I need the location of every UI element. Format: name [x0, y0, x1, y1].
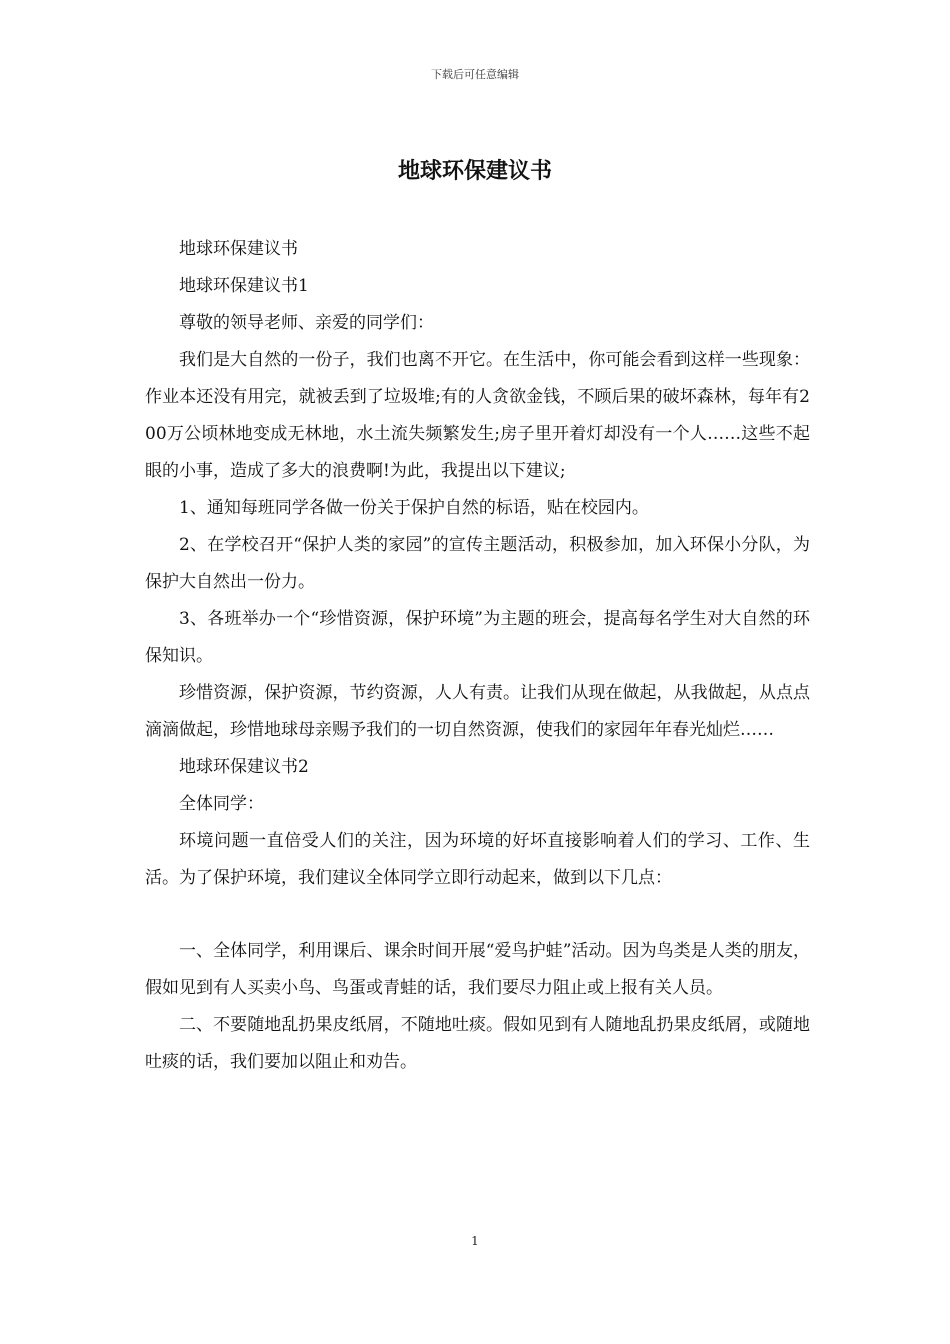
paragraph: 珍惜资源，保护资源，节约资源，人人有责。让我们从现在做起，从我做起，从点点滴滴做起，珍惜地球母亲赐予我们的一切自然资源，使我们的家园年年春光灿烂……	[145, 683, 810, 740]
list-item: 1、通知每班同学各做一份关于保护自然的标语，贴在校园内。	[179, 498, 649, 518]
document-body	[145, 231, 810, 1081]
salutation: 尊敬的领导老师、亲爱的同学们：	[179, 313, 434, 333]
page-number: 1	[471, 1234, 479, 1248]
document-title: 地球环保建议书	[397, 158, 552, 184]
header-note: 下载后可任意编辑	[431, 68, 519, 81]
list-item: 二、不要随地乱扔果皮纸屑，不随地吐痰。假如见到有人随地乱扔果皮纸屑，或随地吐痰的话，我们要加以阻止和劝告。	[145, 1015, 810, 1072]
list-item: 一、全体同学，利用课后、课余时间开展“爱鸟护蛙”活动。因为鸟类是人类的朋友，假如见到有人买卖小鸟、鸟蛋或青蛙的话，我们要尽力阻止或上报有关人员。	[145, 941, 810, 998]
paragraph: 地球环保建议书	[179, 239, 298, 259]
paragraph: 环境问题一直倍受人们的关注，因为环境的好坏直接影响着人们的学习、工作、生活。为了保护环境，我们建议全体同学立即行动起来，做到以下几点：	[145, 831, 810, 888]
salutation: 全体同学：	[179, 794, 264, 814]
list-item: 2、在学校召开“保护人类的家园”的宣传主题活动，积极参加，加入环保小分队，为保护大自然出一份力。	[145, 535, 810, 592]
paragraph: 我们是大自然的一份子，我们也离不开它。在生活中，你可能会看到这样一些现象：作业本还没有用完，就被丢到了垃圾堆;有的人贪欲金钱，不顾后果的破坏森林，每年有200万公顷林地变成无林地，水土流失频繁发生;房子里开着灯却没有一个人……这些不起眼的小事，造成了多大的浪费啊!为此，我提出以下建议;	[145, 350, 810, 481]
section-heading-2: 地球环保建议书2	[179, 757, 309, 777]
list-item: 3、各班举办一个“珍惜资源，保护环境”为主题的班会，提高每名学生对大自然的环保知识。	[145, 609, 810, 666]
section-heading-1: 地球环保建议书1	[179, 276, 309, 296]
